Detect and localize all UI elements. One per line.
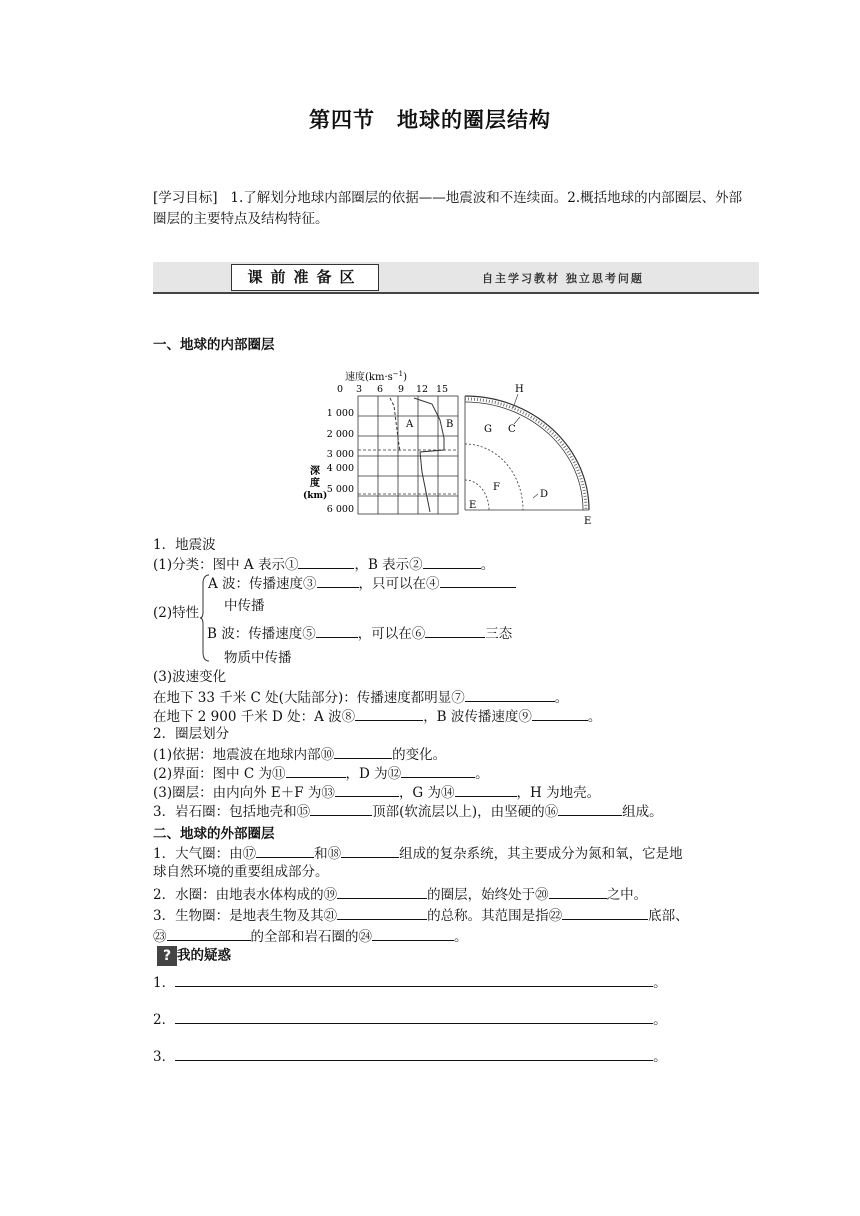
label-f: F: [493, 482, 500, 493]
line-layers: (3)圈层：由内向外 E＋F 为⑬ ，G 为⑭ ，H 为地壳。: [153, 782, 600, 802]
objective-text: 1.了解划分地球内部圈层的依据——地震波和不连续面。2.概括地球的内部圈层、外部圈层的主要特点及结构特征。: [153, 190, 743, 227]
depth-tick: 3 000: [326, 449, 354, 460]
line-biosphere-cont: ㉓ 的全部和岩石圈的㉔ 。: [153, 926, 468, 946]
blank-22[interactable]: [562, 905, 648, 920]
line-basis: (1)依据：地震波在地球内部⑩ 的变化。: [153, 744, 446, 764]
blank-17[interactable]: [256, 843, 314, 858]
blank-4[interactable]: [440, 573, 516, 588]
label-b: B: [446, 419, 454, 430]
line-layer-division: 2．圈层划分: [153, 726, 230, 742]
p-wave-curve: [414, 398, 444, 512]
line-b-wave: B 波：传播速度⑤ ，可以在⑥ 三态: [207, 623, 512, 643]
earth-structure-diagram: [300, 362, 610, 530]
label-d: D: [540, 489, 549, 500]
line-biosphere: 3．生物圈：是地表生物及其㉑ 的总称。其范围是指㉒ 底部、: [153, 905, 689, 925]
speed-tick: 15: [436, 384, 449, 395]
doubt-line-1: 1． 。: [153, 972, 667, 992]
earth-quadrant: [465, 396, 589, 510]
label-a: A: [406, 419, 414, 430]
depth-tick: 1 000: [326, 408, 354, 419]
grid: [358, 396, 458, 514]
line-atmosphere-cont: 球自然环境的重要组成部分。: [153, 864, 329, 880]
line-b-wave-cont: 物质中传播: [224, 650, 292, 666]
depth-tick: 4 000: [326, 463, 354, 474]
line-interface: (2)界面：图中 C 为⑪ ，D 为⑫ 。: [153, 763, 489, 783]
blank-5[interactable]: [316, 623, 358, 638]
line-classification: (1)分类：图中 A 表示① ，B 表示② 。: [153, 554, 494, 574]
doubts-heading: 我的疑惑: [177, 947, 231, 964]
blank-19[interactable]: [337, 884, 427, 899]
speed-axis-label: 速度$(km\cdot s^{-1})$: [345, 370, 407, 383]
page-title: 第四节 地球的圈层结构: [309, 108, 551, 132]
line-hydrosphere: 2．水圈：由地表水体构成的⑲ 的圈层，始终处于⑳ 之中。: [153, 884, 647, 904]
depth-ticks: [327, 408, 354, 515]
speed-tick: 9: [398, 384, 405, 395]
blank-6[interactable]: [425, 623, 485, 638]
blank-2[interactable]: [423, 554, 481, 569]
label-e: E: [469, 500, 477, 511]
blank-16[interactable]: [558, 801, 622, 816]
speed-ticks: [337, 384, 448, 395]
depth-tick: 5 000: [326, 484, 354, 495]
svg-text:(km): (km): [303, 491, 328, 501]
label-e2: E: [584, 516, 592, 527]
blank-15[interactable]: [310, 801, 372, 816]
label-h: H: [515, 384, 524, 395]
blank-20[interactable]: [549, 884, 607, 899]
line-wave-change: (3)波速变化: [153, 669, 227, 685]
label-g: G: [484, 424, 492, 435]
line-lithosphere: 3．岩石圈：包括地壳和⑮ 顶部(软流层以上)，由坚硬的⑯ 组成。: [153, 801, 663, 821]
speed-tick: 12: [416, 384, 429, 395]
line-33km: 在地下 33 千米 C 处(大陆部分)：传播速度都明显⑦ 。: [153, 687, 568, 707]
depth-tick: 6 000: [326, 504, 354, 515]
blank-14[interactable]: [455, 782, 517, 797]
blank-13[interactable]: [335, 782, 399, 797]
doubt-input-2[interactable]: [175, 1009, 653, 1024]
banner-title: 课前准备区: [231, 264, 379, 291]
section1-heading: 一、地球的内部圈层: [153, 337, 275, 353]
blank-8[interactable]: [355, 706, 423, 721]
banner-subtitle: 自主学习教材 独立思考问题: [482, 272, 644, 285]
doubts-heading-row: [157, 946, 231, 966]
depth-axis-label: [303, 464, 327, 501]
blank-1[interactable]: [298, 554, 354, 569]
blank-11[interactable]: [286, 763, 346, 778]
speed-tick: 6: [377, 384, 384, 395]
blank-10[interactable]: [334, 744, 392, 759]
blank-12[interactable]: [401, 763, 475, 778]
learning-objective: [153, 188, 753, 230]
objective-label: [学习目标]: [153, 190, 218, 206]
line-a-wave-cont: 中传播: [224, 598, 265, 614]
blank-9[interactable]: [532, 706, 588, 721]
svg-text:度: 度: [310, 478, 320, 489]
doubt-input-1[interactable]: [175, 972, 653, 987]
line-2900km: 在地下 2 900 千米 D 处：A 波⑧ ，B 波传播速度⑨ 。: [153, 706, 601, 726]
s-wave-curve: [390, 398, 400, 452]
line-atmosphere: 1．大气圈：由⑰ 和⑱ 组成的复杂系统，其主要成分为氮和氧，它是地: [153, 843, 683, 863]
blank-24[interactable]: [372, 926, 454, 941]
line-characteristics-label: (2)特性: [153, 605, 200, 621]
speed-tick: 3: [356, 384, 363, 395]
section2-heading: 二、地球的外部圈层: [153, 826, 275, 842]
blank-21[interactable]: [337, 905, 427, 920]
blank-23[interactable]: [167, 926, 251, 941]
line-a-wave: A 波：传播速度③ ，只可以在④: [208, 573, 516, 593]
depth-tick: 2 000: [326, 429, 354, 440]
speed-tick: 0: [337, 384, 344, 395]
question-icon: ?: [157, 946, 177, 966]
blank-3[interactable]: [317, 573, 359, 588]
label-c: C: [508, 424, 516, 435]
doubt-line-2: 2． 。: [153, 1009, 667, 1029]
svg-text:深: 深: [310, 466, 320, 477]
line-seismic-waves: 1．地震波: [153, 537, 216, 553]
blank-7[interactable]: [465, 687, 555, 702]
blank-18[interactable]: [341, 843, 399, 858]
doubt-input-3[interactable]: [175, 1046, 653, 1061]
doubt-line-3: 3． 。: [153, 1046, 667, 1066]
